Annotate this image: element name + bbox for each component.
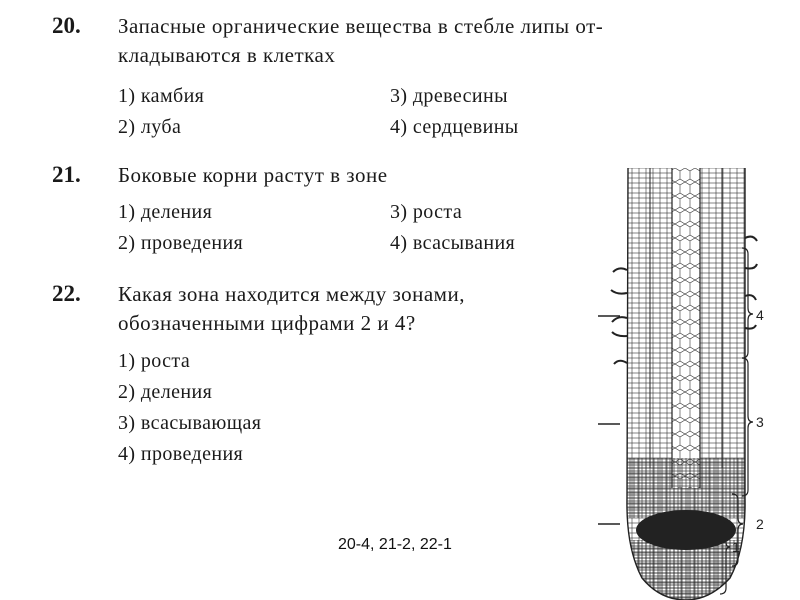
answer-option: 3) древесины: [390, 85, 508, 107]
answer-option: 2) деления: [118, 381, 213, 403]
zone-markers: [598, 316, 620, 524]
answer-key: 20-4, 21-2, 22-1: [338, 536, 452, 553]
question-text: [118, 12, 603, 70]
answer-option: 4) всасывания: [390, 232, 516, 254]
root-body: [590, 168, 790, 600]
question-text-line: кладываются в клетках: [118, 43, 336, 67]
answer-option: 2) проведения: [118, 232, 244, 254]
zone-label-1: 1: [732, 539, 740, 555]
question-text-line: Какая зона находится между зонами,: [118, 282, 465, 306]
question-text: [118, 161, 388, 190]
answer-option: 3) всасывающая: [118, 412, 262, 434]
question-text-line: обозначенными цифрами 2 и 4?: [118, 311, 416, 335]
answer-option: 4) сердцевины: [390, 116, 519, 138]
zone-label-3: 3: [756, 414, 764, 430]
answer-option: 3) роста: [390, 201, 463, 223]
answer-option: 1) роста: [118, 350, 191, 372]
question-number: 22.: [52, 281, 81, 306]
question-number: 20.: [52, 13, 81, 38]
answer-option: 2) луба: [118, 116, 182, 138]
question-text-line: Боковые корни растут в зоне: [118, 163, 388, 187]
question-text: [118, 280, 465, 338]
root-tip-diagram: [590, 168, 790, 600]
answer-option: 4) проведения: [118, 443, 244, 465]
question-text-line: Запасные органические вещества в стебле липы от-: [118, 14, 604, 38]
answer-option: 1) деления: [118, 201, 213, 223]
zone-label-2: 2: [756, 516, 764, 532]
answer-option: 1) камбия: [118, 85, 205, 107]
question-number: 21.: [52, 162, 81, 187]
zone-label-4: 4: [756, 307, 764, 323]
